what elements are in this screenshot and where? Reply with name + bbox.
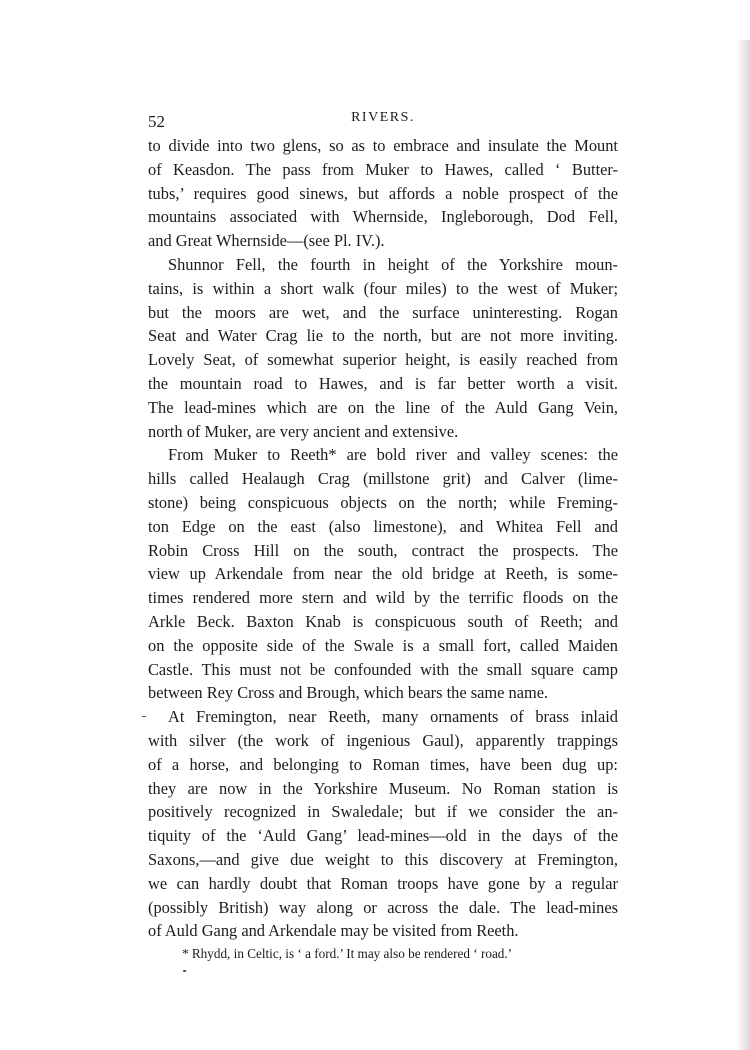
footnote: * Rhydd, in Celtic, is ‘ a ford.’ It may also be rendered ‘ road.’ [182,946,513,962]
text-line: positively recognized in Swaledale; but if we consider the an- [148,802,618,822]
text-line: of Keasdon. The pass from Muker to Hawes, called ‘ Butter- [148,159,618,179]
text-line: Saxons,—and give due weight to this discovery at Fremington, [148,849,618,869]
text-line: with silver (the work of ingenious Gaul), apparently trappings [148,730,618,750]
paragraph [148,705,618,943]
text-line: they are now in the Yorkshire Museum. No Roman station is [148,778,618,798]
page-number: 52 [148,112,165,131]
running-head: RIVERS. [351,110,415,125]
text-line: tiquity of the ‘Auld Gang’ lead-mines—old in the days of the [148,826,618,846]
text-line: tains, is within a short walk (four miles) to the west of Muker; [148,278,618,298]
text-line: mountains associated with Whernside, Ingleborough, Dod Fell, [148,207,618,227]
page-edge-shadow [736,40,750,1050]
text-line: At Fremington, near Reeth, many ornaments of brass inlaid [168,707,618,727]
text-line: tubs,’ requires good sinews, but affords a noble prospect of the [148,183,618,203]
text-line: of a horse, and belonging to Roman times, have been dug up: [148,754,618,774]
text-line: stone) being conspicuous objects on the north; while Freming- [148,492,618,512]
text-line: Arkle Beck. Baxton Knab is conspicuous south of Reeth; and [148,611,618,631]
text-line: between Rey Cross and Brough, which bears the same name. [148,683,549,703]
book-page [148,104,618,962]
text-line: Castle. This must not be confounded with the small square camp [148,659,618,679]
text-line: north of Muker, are very ancient and extensive. [148,421,459,441]
text-line: the mountain road to Hawes, and is far better worth a visit. [148,373,618,393]
text-line: times rendered more stern and wild by the terrific floods on the [148,588,618,608]
body-text [148,134,618,943]
paragraph [148,443,618,705]
paragraph [148,253,618,443]
text-line: but the moors are wet, and the surface uninteresting. Rogan [148,302,618,322]
text-line: The lead-mines which are on the line of the Auld Gang Vein, [148,397,618,417]
text-line: hills called Healaugh Crag (millstone grit) and Calver (lime- [148,469,618,489]
text-line: (possibly British) way along or across the dale. The lead-mines [148,897,618,917]
text-line: Robin Cross Hill on the south, contract the prospects. The [148,540,618,560]
text-line: view up Arkendale from near the old bridge at Reeth, is some- [148,564,618,584]
text-line: From Muker to Reeth* are bold river and valley scenes: the [168,445,618,465]
text-line: we can hardly doubt that Roman troops have gone by a regular [148,873,618,893]
text-line: Seat and Water Crag lie to the north, but are not more inviting. [148,326,618,346]
text-line: and Great Whernside—(see Pl. IV.). [148,231,385,251]
text-line: on the opposite side of the Swale is a small fort, called Maiden [148,635,618,655]
scan-speck [183,970,186,972]
page-header [148,104,618,134]
text-line: Shunnor Fell, the fourth in height of the Yorkshire moun- [168,254,618,274]
text-line: Lovely Seat, of somewhat superior height, is easily reached from [148,350,618,370]
text-line: to divide into two glens, so as to embrace and insulate the Mount [148,136,618,155]
paragraph [148,134,618,253]
text-line: of Auld Gang and Arkendale may be visited from Reeth. [148,921,519,941]
text-line: ton Edge on the east (also limestone), and Whitea Fell and [148,516,618,536]
margin-mark [142,716,146,717]
